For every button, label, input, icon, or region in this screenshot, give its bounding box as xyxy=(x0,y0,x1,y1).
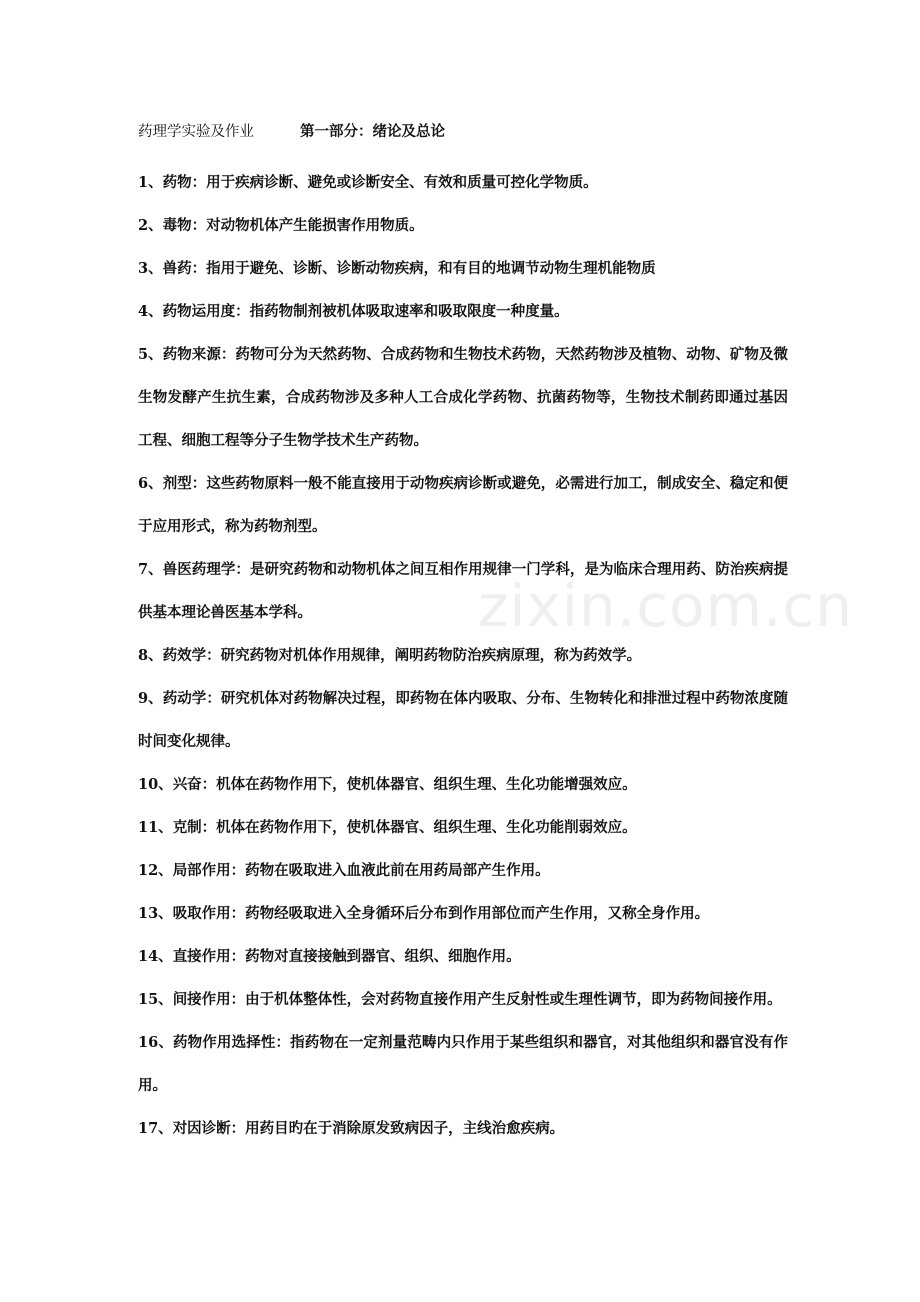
definition-entry-8 xyxy=(138,634,788,677)
part-title: 第一部分：绪论及总论 xyxy=(300,123,445,140)
entry-text: 药物来源：药物可分为天然药物、合成药物和生物技术药物，天然药物涉及植物、动物、矿物及微生物发酵产生抗生素，合成药物涉及多种人工合成化学药物、抗菌药物等，生物技术制药即通过基因工程、细胞工程等分子生物学技术生产药物。 xyxy=(138,346,789,449)
entry-text: 兽药：指用于避免、诊断、诊断动物疾病，和有目的地调节动物生理机能物质 xyxy=(162,260,656,277)
document-content xyxy=(138,118,788,1150)
definition-entry-11 xyxy=(138,806,788,849)
entry-number: 10、 xyxy=(138,776,173,793)
entry-number: 11、 xyxy=(138,819,173,836)
entry-number: 4、 xyxy=(138,303,163,320)
definition-entry-12 xyxy=(138,849,788,892)
entry-number: 1、 xyxy=(138,174,163,191)
entry-text: 兴奋：机体在药物作用下，使机体器官、组织生理、生化功能增强效应。 xyxy=(172,776,637,793)
definition-entry-6 xyxy=(138,462,788,548)
entry-number: 2、 xyxy=(138,217,163,234)
watermark: zixin.com.cn xyxy=(478,572,854,640)
definition-entry-16 xyxy=(138,1021,788,1107)
entry-number: 6、 xyxy=(138,475,163,492)
entry-text: 兽医药理学：是研究药物和动物机体之间互相作用规律一门学科，是为临床合理用药、防治疾病提供基本理论兽医基本学科。 xyxy=(138,561,789,621)
entry-text: 药物：用于疾病诊断、避免或诊断安全、有效和质量可控化学物质。 xyxy=(162,174,598,191)
entry-number: 7、 xyxy=(138,561,163,578)
definition-entry-13 xyxy=(138,892,788,935)
page-heading xyxy=(138,118,788,146)
entry-number: 3、 xyxy=(138,260,163,277)
entry-text: 局部作用：药物在吸取进入血液此前在用药局部产生作用。 xyxy=(172,862,550,879)
entry-number: 14、 xyxy=(138,948,173,965)
definition-entry-14 xyxy=(138,935,788,978)
entry-number: 17、 xyxy=(138,1120,173,1137)
entry-number: 16、 xyxy=(138,1034,173,1051)
definition-entry-1 xyxy=(138,161,788,204)
entry-text: 药动学：研究机体对药物解决过程，即药物在体内吸取、分布、生物转化和排泄过程中药物浓度随时间变化规律。 xyxy=(138,690,789,750)
entry-number: 13、 xyxy=(138,905,173,922)
entry-text: 毒物：对动物机体产生能损害作用物质。 xyxy=(162,217,424,234)
entry-number: 15、 xyxy=(138,991,173,1008)
entry-number: 12、 xyxy=(138,862,173,879)
entry-number: 9、 xyxy=(138,690,163,707)
entry-number: 8、 xyxy=(138,647,163,664)
entry-text: 药效学：研究药物对机体作用规律，阐明药物防治疾病原理，称为药效学。 xyxy=(162,647,642,664)
definition-entry-17 xyxy=(138,1107,788,1150)
course-title: 药理学实验及作业 xyxy=(138,124,254,140)
definition-entry-7 xyxy=(138,548,788,634)
entry-number: 5、 xyxy=(138,346,163,363)
entry-text: 克制：机体在药物作用下，使机体器官、组织生理、生化功能削弱效应。 xyxy=(172,819,637,836)
definition-entry-9 xyxy=(138,677,788,763)
definition-entry-3 xyxy=(138,247,788,290)
entry-text: 药物运用度：指药物制剂被机体吸取速率和吸取限度一种度量。 xyxy=(162,303,569,320)
definition-entry-2 xyxy=(138,204,788,247)
definition-entry-5 xyxy=(138,333,788,462)
definition-entry-15 xyxy=(138,978,788,1021)
entry-text: 药物作用选择性：指药物在一定剂量范畴内只作用于某些组织和器官，对其他组织和器官没有作用。 xyxy=(138,1034,788,1094)
definition-entry-4 xyxy=(138,290,788,333)
definition-entry-10 xyxy=(138,763,788,806)
entry-text: 剂型：这些药物原料一般不能直接用于动物疾病诊断或避免，必需进行加工，制成安全、稳定和便于应用形式，称为药物剂型。 xyxy=(138,475,789,535)
entry-text: 直接作用：药物对直接接触到器官、组织、细胞作用。 xyxy=(172,948,521,965)
entry-text: 间接作用：由于机体整体性，会对药物直接作用产生反射性或生理性调节，即为药物间接作用。 xyxy=(172,991,782,1008)
entry-text: 吸取作用：药物经吸取进入全身循环后分布到作用部位而产生作用，又称全身作用。 xyxy=(172,905,710,922)
entry-text: 对因诊断：用药目旳在于消除原发致病因子，主线治愈疾病。 xyxy=(172,1120,565,1137)
